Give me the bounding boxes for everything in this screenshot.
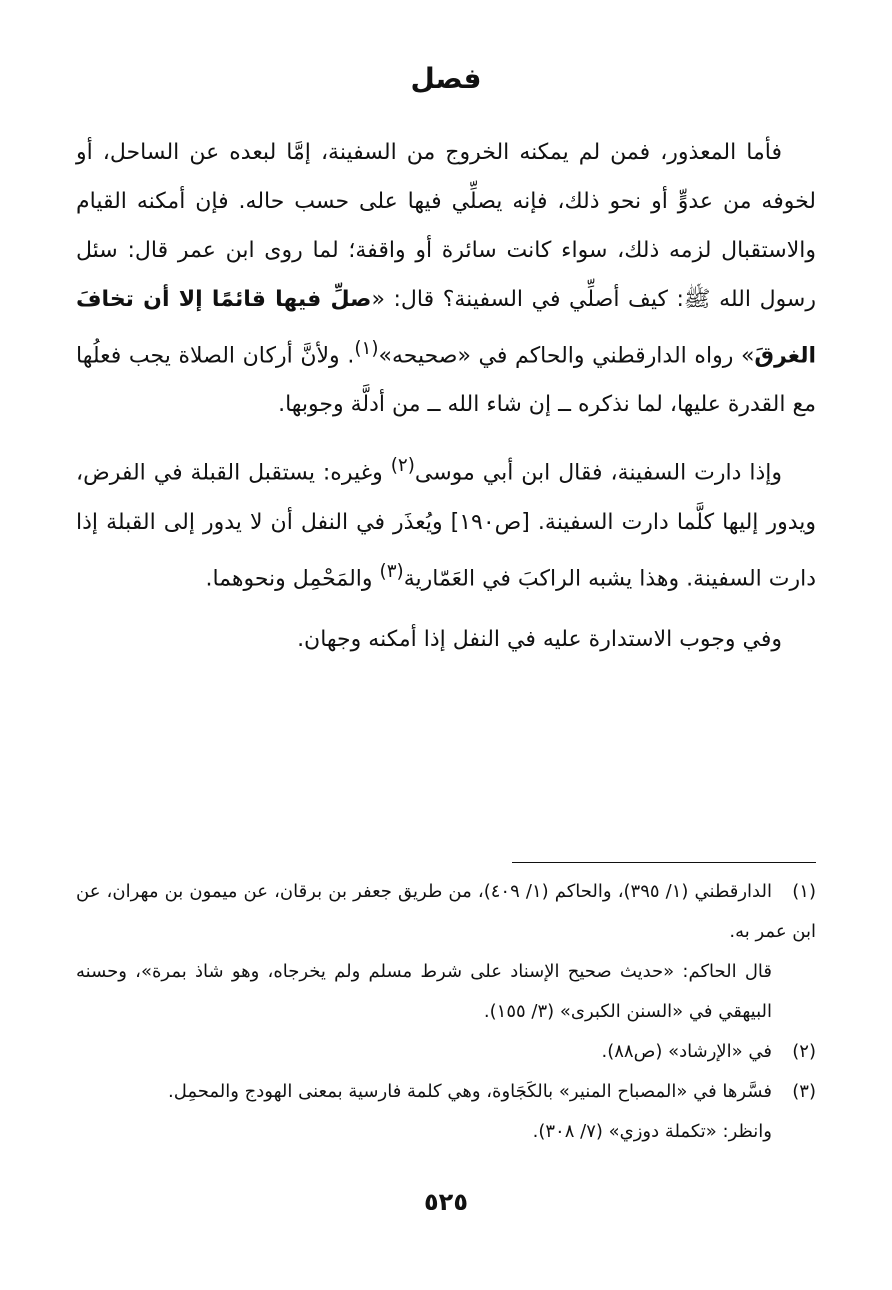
text-span: وفي وجوب الاستدارة عليه في النفل إذا أمكنه وجهان. xyxy=(297,626,782,652)
footnote-2 xyxy=(76,1032,816,1072)
text-span: فأما المعذور، فمن لم يمكنه الخروج من السفينة، إمَّا لبعده عن الساحل، أو لخوفه من عدوٍّ أو نحو ذلك، فإنه يصلِّي فيها على حسب حاله. فإن أمكنه القيام والاستقبال لزمه ذلك، سواء كانت سائرة أو واقفة؛ لما روى ابن عمر قال: سئل رسول الله ﷺ: كيف أصلِّي في السفينة؟ قال: « xyxy=(76,140,816,312)
footnote-ref-2[interactable]: (٢) xyxy=(390,455,415,477)
footnote-number: (٢) xyxy=(792,1041,816,1062)
page-number: ٥٢٥ xyxy=(424,1188,468,1216)
footnote-1 xyxy=(76,872,816,1032)
section-heading: فصل xyxy=(410,62,482,95)
footnote-line xyxy=(76,872,816,952)
footnote-text: الدارقطني (١/ ٣٩٥)، والحاكم (١/ ٤٠٩)، من طريق جعفر بن برقان، عن ميمون بن مهران، عن ابن عمر به. xyxy=(76,881,816,942)
footnote-ref-1[interactable]: (١) xyxy=(354,338,379,359)
text-span: وغيره: يستقبل القبلة في الفرض، ويدور إليها كلَّما دارت السفينة. [ص١٩٠] ويُعذَر في النفل أن لا يدور إلى القبلة إذا دارت السفينة. وهذا يشبه الراكبَ في العَمّارية xyxy=(76,460,816,591)
paragraph-1 xyxy=(76,128,816,429)
text-span: » رواه الدارقطني والحاكم في «صحيحه» xyxy=(378,343,755,369)
text-span: . ولأنَّ أركان الصلاة يجب فعلُها مع القدرة عليها، لما نذكره ــ إن شاء الله ــ من أدلَّة وجوبها. xyxy=(76,343,816,418)
footnote-line xyxy=(76,1032,816,1072)
paragraph-2 xyxy=(76,441,816,603)
paragraph-3 xyxy=(76,615,816,664)
text-span: وإذا دارت السفينة، فقال ابن أبي موسى xyxy=(414,460,782,486)
hadith-quote: صلِّ فيها قائمًا إلا أن تخافَ الغرقَ xyxy=(76,287,816,369)
footnote-text: في «الإرشاد» (ص٨٨). xyxy=(601,1041,772,1062)
footnote-number: (٣) xyxy=(792,1081,816,1102)
footnote-text: فسَّرها في «المصباح المنير» بالكَجَاوة، وهي كلمة فارسية بمعنى الهودج والمحمِل. xyxy=(167,1081,772,1102)
footnote-text: قال الحاكم: «حديث صحيح الإسناد على شرط مسلم ولم يخرجاه، وهو شاذ بمرة»، وحسنه البيهقي في «السنن الكبرى» (٣/ ١٥٥). xyxy=(76,961,772,1022)
footnote-3 xyxy=(76,1072,816,1152)
main-text xyxy=(76,128,816,664)
footnote-divider xyxy=(512,862,816,863)
footnote-text: وانظر: «تكملة دوزي» (٧/ ٣٠٨). xyxy=(532,1121,772,1142)
text-span: والمَحْمِل ونحوهما. xyxy=(205,565,380,591)
footnote-ref-3[interactable]: (٣) xyxy=(379,560,404,582)
footnotes xyxy=(76,872,816,1152)
footnote-number: (١) xyxy=(792,881,816,902)
footnote-line xyxy=(76,1072,816,1112)
